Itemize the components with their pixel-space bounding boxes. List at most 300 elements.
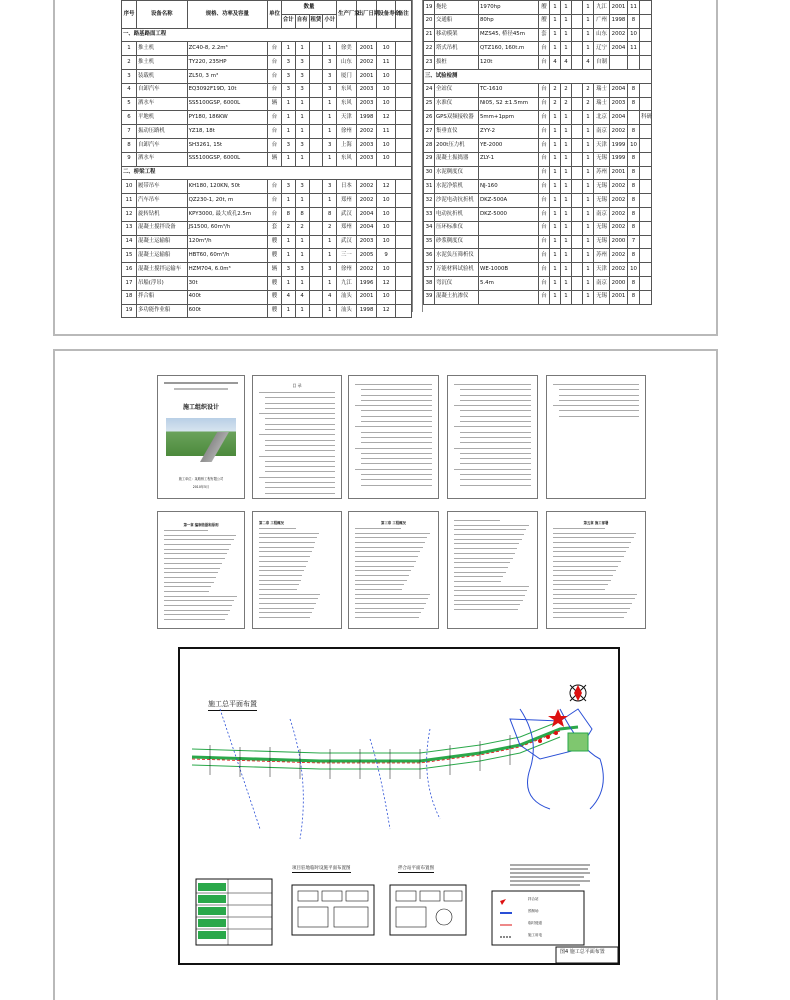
- toc-title: 目 录: [292, 383, 302, 388]
- row-factory: 广州: [594, 14, 610, 28]
- table-row: [122, 249, 412, 263]
- camp-layout-diagram: [292, 885, 374, 935]
- row-qty-sub: 1: [583, 194, 594, 208]
- row-qty-own: 1: [561, 221, 572, 235]
- row-life: 8: [628, 83, 640, 97]
- body-line: [454, 525, 529, 526]
- row-no: 19: [122, 304, 137, 318]
- row-spec: 5mm+1ppm: [479, 111, 539, 125]
- row-factory: 无锡: [594, 180, 610, 194]
- row-factory: 三一: [337, 249, 357, 263]
- row-unit: 台: [268, 125, 282, 139]
- toc-line: [265, 461, 335, 462]
- toc-line: [361, 453, 432, 454]
- row-unit: 辆: [268, 263, 282, 277]
- row-qty-rent: [572, 221, 583, 235]
- toc-line: [460, 416, 531, 417]
- row-qty-total: 1: [281, 304, 295, 318]
- row-qty-total: 1: [550, 14, 561, 28]
- row-qty-own: 1: [561, 194, 572, 208]
- row-life: 12: [377, 111, 395, 125]
- row-qty-sub: 3: [323, 138, 337, 152]
- row-unit: 台: [539, 97, 550, 111]
- row-life: 7: [628, 235, 640, 249]
- toc-line: [265, 445, 335, 446]
- row-qty-own: 1: [295, 249, 309, 263]
- body-line: [355, 556, 418, 557]
- row-unit: 艘: [268, 249, 282, 263]
- row-date: 2002: [610, 28, 628, 42]
- row-qty-own: 1: [295, 276, 309, 290]
- body-line: [553, 612, 627, 613]
- body-line: [454, 553, 515, 554]
- row-factory: 苏州: [594, 249, 610, 263]
- mixing-plant-diagram: [390, 885, 466, 935]
- row-qty-rent: [309, 42, 323, 56]
- table-row: [122, 138, 412, 152]
- toc-line: [265, 440, 335, 441]
- body-line: [259, 537, 317, 538]
- row-factory: 郑州: [337, 194, 357, 208]
- body-line: [164, 591, 209, 592]
- row-qty-sub: 1: [323, 304, 337, 318]
- toc-line: [265, 403, 335, 404]
- row-qty-rent: [572, 138, 583, 152]
- row-no: 29: [424, 152, 435, 166]
- row-note: [395, 138, 411, 152]
- row-name: 混凝土振捣器: [435, 152, 479, 166]
- table-row: [122, 180, 412, 194]
- toc-lines: [454, 384, 531, 490]
- body-line: [164, 530, 208, 531]
- row-date: 2000: [610, 235, 628, 249]
- row-note: [640, 276, 652, 290]
- row-no: 11: [122, 194, 137, 208]
- row-spec: 30t: [187, 276, 268, 290]
- body-line: [454, 543, 519, 544]
- row-name: 万能材料试验机: [435, 263, 479, 277]
- row-qty-sub: 1: [583, 125, 594, 139]
- row-unit: 台: [268, 207, 282, 221]
- toc-line: [361, 463, 432, 464]
- row-life: 12: [377, 180, 395, 194]
- toc-line: [460, 395, 531, 396]
- table-row: [122, 221, 412, 235]
- body-line: [259, 561, 308, 562]
- cover-photo: [166, 418, 236, 456]
- row-life: 10: [377, 138, 395, 152]
- row-name: 旋转钻机: [136, 207, 187, 221]
- row-note: [395, 304, 411, 318]
- row-qty-rent: [572, 180, 583, 194]
- row-qty-rent: [572, 290, 583, 304]
- row-date: 2003: [356, 83, 377, 97]
- toc-line: [265, 397, 335, 398]
- row-qty-own: 1: [561, 263, 572, 277]
- header-spec: 规格、功率及容量: [187, 1, 268, 29]
- row-date: 2001: [610, 166, 628, 180]
- toc-line: [355, 384, 432, 385]
- row-no: 12: [122, 207, 137, 221]
- body-line: [259, 556, 310, 557]
- thumb-body-lines: [259, 528, 321, 622]
- row-qty-rent: [572, 194, 583, 208]
- row-no: 34: [424, 221, 435, 235]
- row-factory: 瑞士: [594, 97, 610, 111]
- north-arrow-icon: [570, 685, 586, 701]
- row-note: [640, 180, 652, 194]
- row-qty-own: 4: [295, 290, 309, 304]
- toc-line: [361, 432, 432, 433]
- header-qty-rent: 租赁: [309, 14, 323, 28]
- row-name: 电动抗折机: [435, 207, 479, 221]
- table-row: [424, 180, 652, 194]
- row-qty-total: 1: [281, 42, 295, 56]
- row-factory: 山东: [594, 28, 610, 42]
- row-unit: 艘: [268, 276, 282, 290]
- row-qty-rent: [572, 207, 583, 221]
- cover-footer: 施工单位：某路桥工程有限公司: [178, 477, 224, 481]
- row-qty-own: 1: [561, 290, 572, 304]
- row-qty-own: 3: [295, 56, 309, 70]
- toc-line: [460, 485, 531, 486]
- body-line: [355, 542, 425, 543]
- thumb-toc-page-2[interactable]: [348, 375, 439, 499]
- header-factory: 生产厂家: [337, 1, 357, 29]
- row-qty-total: 1: [550, 111, 561, 125]
- body-line: [164, 582, 214, 583]
- header-no: 序号: [122, 1, 137, 29]
- row-qty-rent: [572, 111, 583, 125]
- body-line: [164, 572, 218, 573]
- row-qty-sub: 2: [323, 221, 337, 235]
- toc-line: [259, 434, 335, 435]
- toc-line: [259, 392, 335, 393]
- toc-line: [454, 384, 531, 385]
- row-note: [640, 97, 652, 111]
- row-spec: EQ3092F19D, 10t: [187, 83, 268, 97]
- thumb-text-page-4[interactable]: [447, 511, 538, 629]
- table-row: [424, 97, 652, 111]
- toc-line: [361, 389, 432, 390]
- row-qty-total: 1: [550, 207, 561, 221]
- toc-lines: [355, 384, 432, 490]
- row-no: 13: [122, 221, 137, 235]
- row-life: 12: [377, 276, 395, 290]
- toc-line: [361, 458, 432, 459]
- row-life: 10: [377, 97, 395, 111]
- row-name: 混凝土搅拌运输车: [136, 263, 187, 277]
- body-line: [553, 608, 630, 609]
- row-note: [395, 83, 411, 97]
- row-date: 2004: [356, 207, 377, 221]
- row-qty-own: 1: [561, 14, 572, 28]
- row-unit: 台: [539, 207, 550, 221]
- row-qty-sub: 2: [583, 97, 594, 111]
- row-spec: ZC40-8, 2.2m³: [187, 42, 268, 56]
- header-qty-total: 合计: [281, 14, 295, 28]
- row-life: 8: [628, 152, 640, 166]
- table-row: [122, 125, 412, 139]
- row-no: 17: [122, 276, 137, 290]
- row-date: 1999: [610, 138, 628, 152]
- body-line: [259, 542, 315, 543]
- row-date: 2002: [356, 180, 377, 194]
- body-line: [454, 581, 501, 582]
- row-unit: 台: [539, 42, 550, 56]
- body-line: [259, 589, 297, 590]
- row-date: 2001: [610, 1, 628, 15]
- row-date: 2003: [356, 235, 377, 249]
- toc-line: [460, 432, 531, 433]
- row-qty-sub: 1: [583, 276, 594, 290]
- toc-line: [361, 485, 432, 486]
- table-row: [424, 263, 652, 277]
- row-qty-own: 1: [561, 111, 572, 125]
- row-factory: 上海: [337, 138, 357, 152]
- row-factory: 瑞士: [594, 83, 610, 97]
- row-unit: 台: [539, 194, 550, 208]
- row-life: 11: [377, 56, 395, 70]
- row-note: [395, 207, 411, 221]
- row-factory: 辽宁: [594, 42, 610, 56]
- body-line: [259, 612, 312, 613]
- row-unit: 艘: [268, 235, 282, 249]
- row-qty-total: 1: [550, 138, 561, 152]
- row-qty-sub: 1: [323, 125, 337, 139]
- row-qty-total: 1: [550, 180, 561, 194]
- row-life: 8: [628, 125, 640, 139]
- body-line: [454, 604, 520, 605]
- row-qty-sub: 1: [583, 290, 594, 304]
- section-label: 二、桥梁工程: [122, 166, 412, 180]
- row-qty-sub: 3: [323, 56, 337, 70]
- body-line: [454, 548, 517, 549]
- row-qty-total: 1: [550, 290, 561, 304]
- row-note: [640, 83, 652, 97]
- row-date: 2001: [610, 290, 628, 304]
- body-line: [553, 570, 616, 571]
- row-factory: 苏州: [594, 166, 610, 180]
- row-qty-own: 1: [295, 304, 309, 318]
- body-line: [454, 520, 500, 521]
- row-life: 10: [377, 152, 395, 166]
- equipment-table-right: [423, 0, 652, 305]
- header-qty-own: 自有: [295, 14, 309, 28]
- row-qty-own: 2: [561, 83, 572, 97]
- thumb-text-page-1[interactable]: [157, 511, 245, 629]
- thumb-toc-page-3[interactable]: [447, 375, 538, 499]
- toc-line: [460, 437, 531, 438]
- row-qty-rent: [572, 235, 583, 249]
- row-unit: 台: [268, 56, 282, 70]
- row-no: 15: [122, 249, 137, 263]
- row-qty-own: 1: [561, 235, 572, 249]
- row-qty-sub: 1: [323, 152, 337, 166]
- body-line: [454, 534, 524, 535]
- toc-line: [460, 400, 531, 401]
- row-factory: 汕头: [337, 290, 357, 304]
- row-date: 2004: [356, 221, 377, 235]
- body-line: [164, 619, 225, 620]
- row-qty-sub: 1: [583, 1, 594, 15]
- row-unit: 台: [539, 276, 550, 290]
- row-qty-sub: 1: [583, 111, 594, 125]
- toc-line: [559, 416, 639, 417]
- body-line: [164, 539, 234, 540]
- row-no: 23: [424, 56, 435, 70]
- body-line: [259, 580, 301, 581]
- row-qty-total: 1: [550, 276, 561, 290]
- section-row: [122, 166, 412, 180]
- body-line: [164, 577, 216, 578]
- row-qty-total: 1: [550, 221, 561, 235]
- row-no: 26: [424, 111, 435, 125]
- row-note: [640, 235, 652, 249]
- row-note: [395, 180, 411, 194]
- row-qty-total: 1: [550, 28, 561, 42]
- toc-line: [559, 400, 639, 401]
- row-date: 1998: [356, 304, 377, 318]
- row-spec: YE-2000: [479, 138, 539, 152]
- thumb-toc-page-1[interactable]: [252, 375, 342, 499]
- body-line: [454, 529, 526, 530]
- row-qty-own: 1: [295, 97, 309, 111]
- row-no: 39: [424, 290, 435, 304]
- row-date: 2002: [610, 249, 628, 263]
- row-qty-total: 3: [281, 69, 295, 83]
- row-date: 2003: [356, 138, 377, 152]
- row-qty-own: 1: [561, 152, 572, 166]
- row-unit: 套: [268, 221, 282, 235]
- row-date: 2002: [356, 125, 377, 139]
- thumb-cover-page[interactable]: [157, 375, 245, 499]
- row-spec: DKZ-500A: [479, 194, 539, 208]
- body-line: [553, 547, 629, 548]
- row-spec: 400t: [187, 290, 268, 304]
- row-qty-total: 1: [550, 263, 561, 277]
- row-no: 24: [424, 83, 435, 97]
- toc-lines: [553, 384, 639, 421]
- body-line: [164, 553, 227, 554]
- row-spec: WE-1000B: [479, 263, 539, 277]
- row-date: 2004: [610, 42, 628, 56]
- table-row: [122, 276, 412, 290]
- section-row: [122, 28, 412, 42]
- body-line: [454, 567, 508, 568]
- body-line: [454, 558, 513, 559]
- row-qty-rent: [572, 249, 583, 263]
- row-name: 全站仪: [435, 83, 479, 97]
- row-life: 10: [377, 290, 395, 304]
- body-line: [355, 603, 426, 604]
- row-unit: 台: [539, 138, 550, 152]
- header-note: 备注: [395, 1, 411, 29]
- row-date: 1998: [356, 111, 377, 125]
- row-factory: 厦门: [337, 69, 357, 83]
- row-unit: 艘: [539, 14, 550, 28]
- row-factory: 无锡: [594, 290, 610, 304]
- row-spec: KPY3000, 最大成孔2.5m: [187, 207, 268, 221]
- row-factory: 无锡: [594, 235, 610, 249]
- row-qty-own: 1: [561, 276, 572, 290]
- toc-line: [460, 474, 531, 475]
- toc-line: [361, 474, 432, 475]
- toc-line: [460, 389, 531, 390]
- row-qty-sub: 3: [323, 180, 337, 194]
- body-line: [259, 533, 319, 534]
- body-line: [259, 608, 314, 609]
- row-name: 塔式吊机: [435, 42, 479, 56]
- row-note: [395, 97, 411, 111]
- thumb-text-page-3[interactable]: [348, 511, 439, 629]
- thumb-text-page-2[interactable]: [252, 511, 342, 629]
- row-life: 9: [377, 249, 395, 263]
- table-row: [424, 28, 652, 42]
- toc-line: [361, 442, 432, 443]
- row-spec: HZM704, 6.0m³: [187, 263, 268, 277]
- table-row: [122, 194, 412, 208]
- header-date: 出厂日期: [356, 1, 377, 29]
- row-no: 33: [424, 207, 435, 221]
- row-qty-rent: [309, 56, 323, 70]
- row-qty-own: 3: [295, 83, 309, 97]
- toc-line: [460, 410, 531, 411]
- row-qty-own: 1: [561, 166, 572, 180]
- row-life: 10: [628, 263, 640, 277]
- row-factory: 武汉: [337, 207, 357, 221]
- toc-line: [460, 453, 531, 454]
- thumb-text-page-5[interactable]: [546, 511, 646, 629]
- row-qty-own: 1: [561, 28, 572, 42]
- row-note: [395, 152, 411, 166]
- row-date: 2000: [610, 276, 628, 290]
- row-qty-own: 2: [295, 221, 309, 235]
- row-name: 装载机: [136, 69, 187, 83]
- body-line: [355, 575, 409, 576]
- toc-line: [265, 408, 335, 409]
- table-row: [424, 125, 652, 139]
- row-qty-own: 1: [295, 125, 309, 139]
- thumb-chapter-title: 第一章 编制依据和原则: [183, 523, 219, 527]
- row-life: 8: [628, 166, 640, 180]
- row-name: 水准仪: [435, 97, 479, 111]
- table-row: [424, 207, 652, 221]
- row-qty-rent: [309, 249, 323, 263]
- row-no: 37: [424, 263, 435, 277]
- row-qty-sub: 1: [583, 42, 594, 56]
- body-line: [553, 537, 634, 538]
- row-name: 洒水车: [136, 97, 187, 111]
- row-unit: 台: [539, 249, 550, 263]
- thumb-chapter-title: 第三章 工程概况: [381, 521, 406, 525]
- toc-line: [265, 450, 335, 451]
- row-no: 27: [424, 125, 435, 139]
- thumb-toc-page-4[interactable]: [546, 375, 646, 499]
- row-qty-total: 2: [281, 221, 295, 235]
- row-qty-sub: 4: [583, 56, 594, 70]
- row-note: [395, 194, 411, 208]
- row-qty-sub: 1: [323, 194, 337, 208]
- row-spec: [479, 235, 539, 249]
- body-line: [553, 528, 605, 529]
- row-factory: 南京: [594, 125, 610, 139]
- row-date: 2002: [356, 194, 377, 208]
- row-date: 2001: [356, 42, 377, 56]
- row-qty-total: 3: [281, 83, 295, 97]
- row-spec: YZ18, 18t: [187, 125, 268, 139]
- row-spec: QZ230-1, 20t, m: [187, 194, 268, 208]
